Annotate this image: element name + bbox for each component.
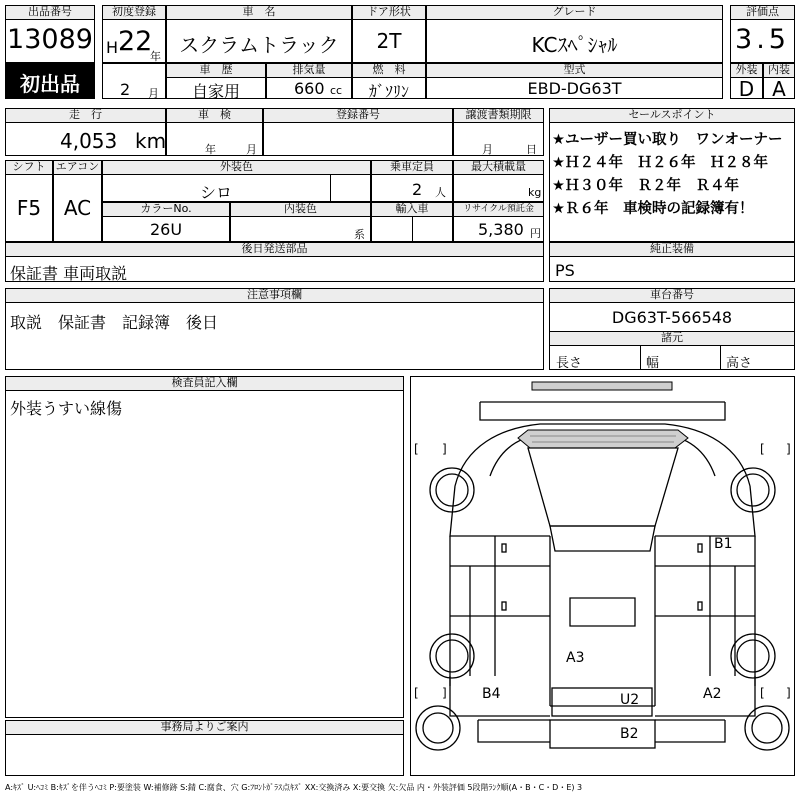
side-marker xyxy=(698,544,702,552)
side-marker xyxy=(502,602,506,610)
bed-left-outline xyxy=(450,536,470,686)
int-grade: A xyxy=(772,77,786,101)
sales-point-line: ★Ｈ２４年 Ｈ２６年 Ｈ２８年 xyxy=(552,155,768,171)
bracket-close: ] xyxy=(442,442,447,456)
width-label: 幅 xyxy=(646,356,660,371)
displacement-label: 排気量 xyxy=(266,63,352,78)
score: 3.5 xyxy=(735,24,790,55)
transfer-deadline-label: 譲渡書類期限 xyxy=(453,108,544,123)
side-marker xyxy=(502,544,506,552)
front-grille xyxy=(518,430,688,448)
rear-right-wheel-inner xyxy=(737,640,769,672)
max-load-unit: kg xyxy=(528,186,542,199)
front-bumper-outline xyxy=(480,402,725,420)
recycle-amount: 5,380 xyxy=(478,220,524,239)
bed-right-outline xyxy=(735,536,755,686)
inspector-text: 外装うすい線傷 xyxy=(10,399,123,418)
notes-label: 注意事項欄 xyxy=(5,288,544,303)
displacement-unit: cc xyxy=(330,84,343,97)
front-left-wheel-inner xyxy=(436,474,468,506)
recycle-label: リサイクル預託金 xyxy=(453,202,544,217)
later-parts-label: 後日発送部品 xyxy=(5,242,544,257)
import-divider xyxy=(412,217,413,242)
chassis-number: DG63T-566548 xyxy=(611,308,733,327)
int-color-unit: 系 xyxy=(354,228,365,241)
car-name: スクラムトラック xyxy=(179,33,339,57)
top-bumper-bar xyxy=(532,382,672,390)
damage-mark-a3: A3 xyxy=(566,650,585,666)
ext-color-divider xyxy=(330,175,331,202)
bed-side-dividers xyxy=(495,536,710,676)
bracket-close: ] xyxy=(786,686,791,700)
bracket-open: [ xyxy=(414,686,419,700)
inspector-label: 検査員記入欄 xyxy=(5,376,404,391)
cab-right-side xyxy=(655,486,755,536)
damage-mark-b4: B4 xyxy=(482,686,501,702)
office-label: 事務局よりご案内 xyxy=(5,720,404,735)
rear-bumper xyxy=(550,720,655,748)
sales-point-line: ★ユーザー買い取り ワンオーナー xyxy=(552,132,783,148)
dims-divider xyxy=(640,346,641,370)
capacity-unit: 人 xyxy=(435,186,446,199)
inspection-year-unit: 年 xyxy=(205,143,216,156)
color-number-label: カラーNo. xyxy=(102,202,230,217)
chassis-label: 車台番号 xyxy=(549,288,795,303)
inspection-month-unit: 月 xyxy=(246,143,257,156)
ac-label: エアコン xyxy=(53,160,102,175)
damage-mark-u2: U2 xyxy=(620,692,640,708)
mileage-unit: km xyxy=(135,129,167,153)
equipment-text: PS xyxy=(555,261,575,280)
first-registration-label: 初度登録 xyxy=(102,5,166,20)
capacity: 2 xyxy=(412,180,423,199)
bed-floor xyxy=(550,536,655,706)
rear-bumper-ends xyxy=(478,720,725,742)
bracket-open: [ xyxy=(760,442,765,456)
inspection-label: 車 検 xyxy=(166,108,263,123)
door-label: ドア形状 xyxy=(352,5,426,20)
recycle-unit: 円 xyxy=(530,227,541,240)
windshield xyxy=(528,448,678,526)
sales-point-line: ★Ｒ６年 車検時の記録簿有！ xyxy=(552,201,754,217)
first-listing-badge-text: 初出品 xyxy=(20,72,80,96)
month-unit: 月 xyxy=(148,87,159,100)
int-color-label: 内装色 xyxy=(230,202,371,217)
door-type: 2T xyxy=(376,29,402,53)
damage-mark-a2: A2 xyxy=(703,686,722,702)
ext-grade-label: 外装 xyxy=(730,63,763,78)
color-number: 26U xyxy=(149,220,183,239)
spare-right-wheel-inner xyxy=(752,713,782,743)
cab-left-side xyxy=(450,486,550,536)
fuel-label: 燃 料 xyxy=(352,63,426,78)
ext-color: シロ xyxy=(199,183,232,202)
history: 自家用 xyxy=(191,82,240,101)
equipment-label: 純正装備 xyxy=(549,242,795,257)
mileage: 4,053 xyxy=(60,129,118,153)
int-grade-label: 内装 xyxy=(763,63,795,78)
ext-grade: D xyxy=(738,77,755,101)
mileage-label: 走 行 xyxy=(5,108,166,123)
year-unit: 年 xyxy=(150,50,161,63)
side-marker xyxy=(698,602,702,610)
car-name-label: 車 名 xyxy=(166,5,352,20)
import-label: 輸入車 xyxy=(371,202,453,217)
bracket-close: ] xyxy=(786,442,791,456)
era-letter: H xyxy=(106,38,119,57)
shift-label: シフト xyxy=(5,160,53,175)
registration-month: 2 xyxy=(120,80,131,99)
shift: F5 xyxy=(16,196,42,220)
bracket-close: ] xyxy=(442,686,447,700)
inspector-box xyxy=(5,376,404,718)
sales-point-line: ★Ｈ３０年 Ｒ２年 Ｒ４年 xyxy=(552,178,739,194)
score-label: 評価点 xyxy=(730,5,795,20)
reg-number-label: 登録番号 xyxy=(263,108,453,123)
ac: AC xyxy=(63,196,92,220)
front-right-wheel-inner xyxy=(737,474,769,506)
grade-label: グレード xyxy=(426,5,723,20)
roof xyxy=(550,526,655,551)
damage-mark-b1: B1 xyxy=(714,536,733,552)
fuel: ｶﾞｿﾘﾝ xyxy=(368,82,409,101)
notes-text: 取説 保証書 記録簿 後日 xyxy=(10,313,219,332)
bed-panel xyxy=(570,598,635,626)
later-parts-text: 保証書 車両取説 xyxy=(10,264,128,283)
bracket-open: [ xyxy=(414,442,419,456)
grade: KCｽﾍﾟｼｬﾙ xyxy=(531,33,618,57)
sales-points-label: セールスポイント xyxy=(549,108,795,123)
legend: A:ｷｽﾞ U:ﾍｺﾐ B:ｷｽﾞを伴うﾍｺﾐ P:要塗装 W:補修跡 S:錆 C:腐食、穴 G:ﾌﾛﾝﾄｶﾞﾗｽ点ｷｽﾞ XX:交換済み X:要交換 欠:欠品 内・外装評価 5段階ﾗﾝｸ順(A・B・C・D・E) 3 xyxy=(5,783,583,792)
registration-year: 22 xyxy=(118,26,153,57)
history-label: 車 歴 xyxy=(166,63,266,78)
rear-left-wheel-inner xyxy=(436,640,468,672)
bed-rails xyxy=(450,566,755,616)
listing-number: 13089 xyxy=(7,24,93,55)
capacity-label: 乗車定員 xyxy=(371,160,453,175)
spare-left-wheel-inner xyxy=(423,713,453,743)
bracket-open: [ xyxy=(760,686,765,700)
transfer-month-unit: 月 xyxy=(482,143,493,156)
model: EBD-DG63T xyxy=(527,79,622,98)
vehicle-diagram xyxy=(410,376,795,776)
height-label: 高さ xyxy=(726,356,753,371)
listing-number-label: 出品番号 xyxy=(5,5,95,20)
dimensions-label: 諸元 xyxy=(549,331,795,346)
max-load-label: 最大積載量 xyxy=(453,160,544,175)
damage-mark-b2: B2 xyxy=(620,726,639,742)
length-label: 長さ xyxy=(556,356,583,371)
displacement: 660 xyxy=(294,79,325,98)
ext-color-label: 外装色 xyxy=(102,160,371,175)
transfer-day-unit: 日 xyxy=(526,143,537,156)
dims-divider xyxy=(720,346,721,370)
model-label: 型式 xyxy=(426,63,723,78)
